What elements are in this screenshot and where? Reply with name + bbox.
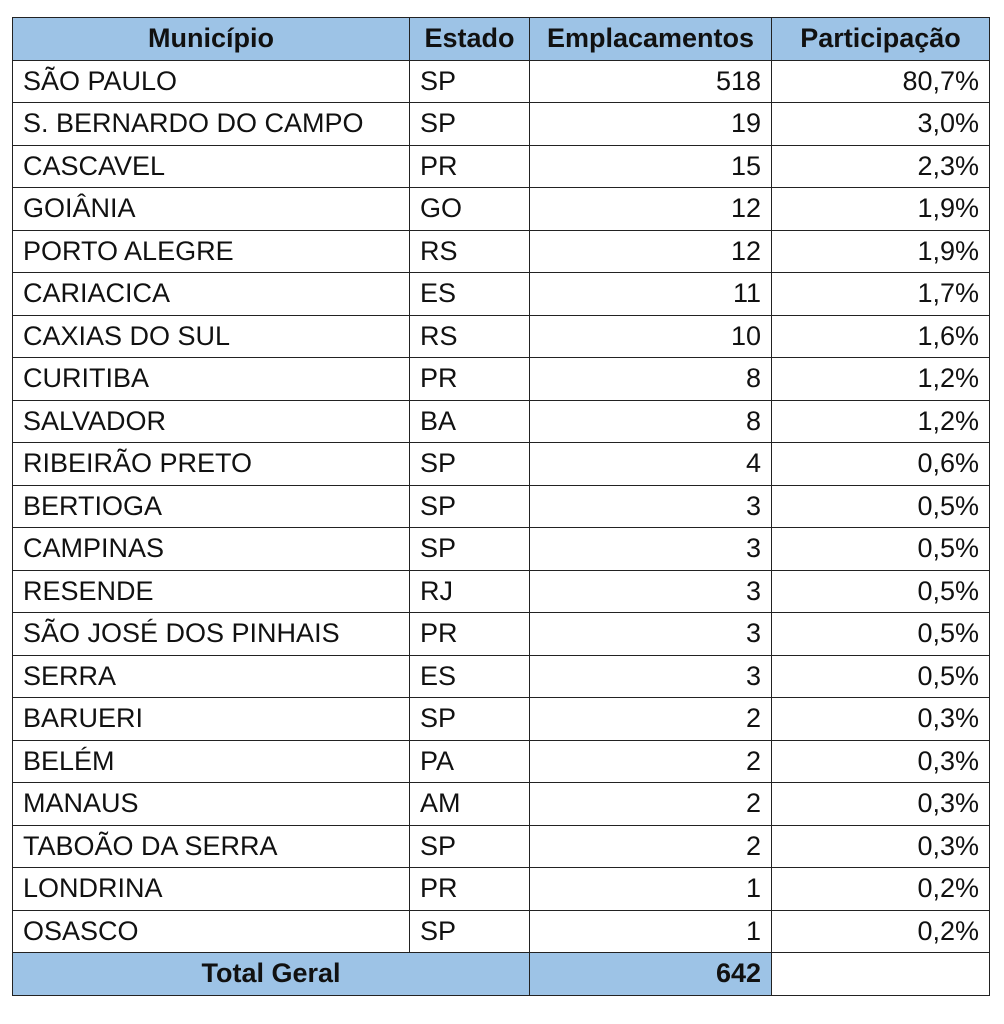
table-row <box>13 825 990 868</box>
cell-estado: SP <box>410 910 530 953</box>
cell-estado: PR <box>410 358 530 401</box>
cell-municipio: TABOÃO DA SERRA <box>13 825 410 868</box>
cell-estado: SP <box>410 825 530 868</box>
cell-emplacamentos: 2 <box>530 698 772 741</box>
cell-participacao: 1,2% <box>772 400 990 443</box>
table-row <box>13 868 990 911</box>
cell-emplacamentos: 3 <box>530 570 772 613</box>
cell-estado: SP <box>410 528 530 571</box>
cell-emplacamentos: 3 <box>530 613 772 656</box>
cell-participacao: 0,2% <box>772 910 990 953</box>
cell-municipio: SÃO JOSÉ DOS PINHAIS <box>13 613 410 656</box>
table-row <box>13 528 990 571</box>
table-row <box>13 315 990 358</box>
table-row <box>13 698 990 741</box>
cell-municipio: MANAUS <box>13 783 410 826</box>
cell-municipio: BERTIOGA <box>13 485 410 528</box>
cell-municipio: CAMPINAS <box>13 528 410 571</box>
table-row <box>13 783 990 826</box>
table-row <box>13 188 990 231</box>
cell-emplacamentos: 8 <box>530 358 772 401</box>
cell-participacao: 2,3% <box>772 145 990 188</box>
cell-municipio: SERRA <box>13 655 410 698</box>
table-row <box>13 910 990 953</box>
cell-estado: RJ <box>410 570 530 613</box>
cell-municipio: CASCAVEL <box>13 145 410 188</box>
cell-participacao: 0,3% <box>772 783 990 826</box>
cell-participacao: 1,6% <box>772 315 990 358</box>
table-row <box>13 230 990 273</box>
cell-estado: SP <box>410 698 530 741</box>
cell-municipio: OSASCO <box>13 910 410 953</box>
cell-emplacamentos: 4 <box>530 443 772 486</box>
cell-emplacamentos: 12 <box>530 230 772 273</box>
header-row <box>13 18 990 61</box>
cell-estado: PR <box>410 613 530 656</box>
total-blank-cell <box>772 953 990 996</box>
table-row <box>13 443 990 486</box>
table-row <box>13 273 990 316</box>
cell-estado: RS <box>410 230 530 273</box>
cell-municipio: RESENDE <box>13 570 410 613</box>
cell-municipio: BARUERI <box>13 698 410 741</box>
cell-municipio: RIBEIRÃO PRETO <box>13 443 410 486</box>
cell-municipio: CAXIAS DO SUL <box>13 315 410 358</box>
table-row <box>13 485 990 528</box>
table-row <box>13 613 990 656</box>
cell-emplacamentos: 2 <box>530 783 772 826</box>
cell-emplacamentos: 3 <box>530 655 772 698</box>
cell-participacao: 0,3% <box>772 698 990 741</box>
cell-estado: GO <box>410 188 530 231</box>
cell-emplacamentos: 8 <box>530 400 772 443</box>
cell-municipio: BELÉM <box>13 740 410 783</box>
cell-participacao: 0,5% <box>772 570 990 613</box>
cell-participacao: 1,7% <box>772 273 990 316</box>
cell-participacao: 1,2% <box>772 358 990 401</box>
cell-emplacamentos: 1 <box>530 868 772 911</box>
cell-municipio: SALVADOR <box>13 400 410 443</box>
table-row <box>13 655 990 698</box>
table-body <box>13 60 990 953</box>
cell-municipio: GOIÂNIA <box>13 188 410 231</box>
cell-estado: AM <box>410 783 530 826</box>
table-row <box>13 358 990 401</box>
total-label: Total Geral <box>13 953 530 996</box>
cell-estado: SP <box>410 60 530 103</box>
column-header-participacao: Participação <box>772 18 990 61</box>
table-row <box>13 145 990 188</box>
cell-participacao: 1,9% <box>772 188 990 231</box>
cell-municipio: LONDRINA <box>13 868 410 911</box>
cell-estado: ES <box>410 655 530 698</box>
cell-estado: SP <box>410 485 530 528</box>
column-header-emplacamentos: Emplacamentos <box>530 18 772 61</box>
cell-emplacamentos: 10 <box>530 315 772 358</box>
cell-estado: PR <box>410 868 530 911</box>
cell-participacao: 0,5% <box>772 655 990 698</box>
cell-participacao: 0,5% <box>772 613 990 656</box>
total-value: 642 <box>530 953 772 996</box>
cell-participacao: 0,5% <box>772 528 990 571</box>
table-row <box>13 400 990 443</box>
total-row <box>13 953 990 996</box>
cell-participacao: 3,0% <box>772 103 990 146</box>
cell-participacao: 0,2% <box>772 868 990 911</box>
cell-participacao: 80,7% <box>772 60 990 103</box>
cell-participacao: 0,3% <box>772 740 990 783</box>
cell-estado: RS <box>410 315 530 358</box>
cell-emplacamentos: 2 <box>530 825 772 868</box>
cell-emplacamentos: 3 <box>530 528 772 571</box>
cell-emplacamentos: 3 <box>530 485 772 528</box>
cell-municipio: CURITIBA <box>13 358 410 401</box>
table-row <box>13 570 990 613</box>
cell-estado: BA <box>410 400 530 443</box>
cell-participacao: 0,3% <box>772 825 990 868</box>
cell-participacao: 1,9% <box>772 230 990 273</box>
cell-emplacamentos: 15 <box>530 145 772 188</box>
cell-emplacamentos: 1 <box>530 910 772 953</box>
cell-participacao: 0,5% <box>772 485 990 528</box>
cell-estado: ES <box>410 273 530 316</box>
cell-emplacamentos: 2 <box>530 740 772 783</box>
cell-emplacamentos: 11 <box>530 273 772 316</box>
cell-emplacamentos: 19 <box>530 103 772 146</box>
table-row <box>13 740 990 783</box>
cell-estado: SP <box>410 443 530 486</box>
column-header-estado: Estado <box>410 18 530 61</box>
cell-emplacamentos: 12 <box>530 188 772 231</box>
table-row <box>13 60 990 103</box>
cell-estado: SP <box>410 103 530 146</box>
cell-municipio: S. BERNARDO DO CAMPO <box>13 103 410 146</box>
cell-estado: PR <box>410 145 530 188</box>
cell-emplacamentos: 518 <box>530 60 772 103</box>
table-row <box>13 103 990 146</box>
cell-municipio: PORTO ALEGRE <box>13 230 410 273</box>
column-header-municipio: Município <box>13 18 410 61</box>
municipality-table <box>12 17 990 996</box>
cell-participacao: 0,6% <box>772 443 990 486</box>
cell-municipio: CARIACICA <box>13 273 410 316</box>
cell-municipio: SÃO PAULO <box>13 60 410 103</box>
cell-estado: PA <box>410 740 530 783</box>
